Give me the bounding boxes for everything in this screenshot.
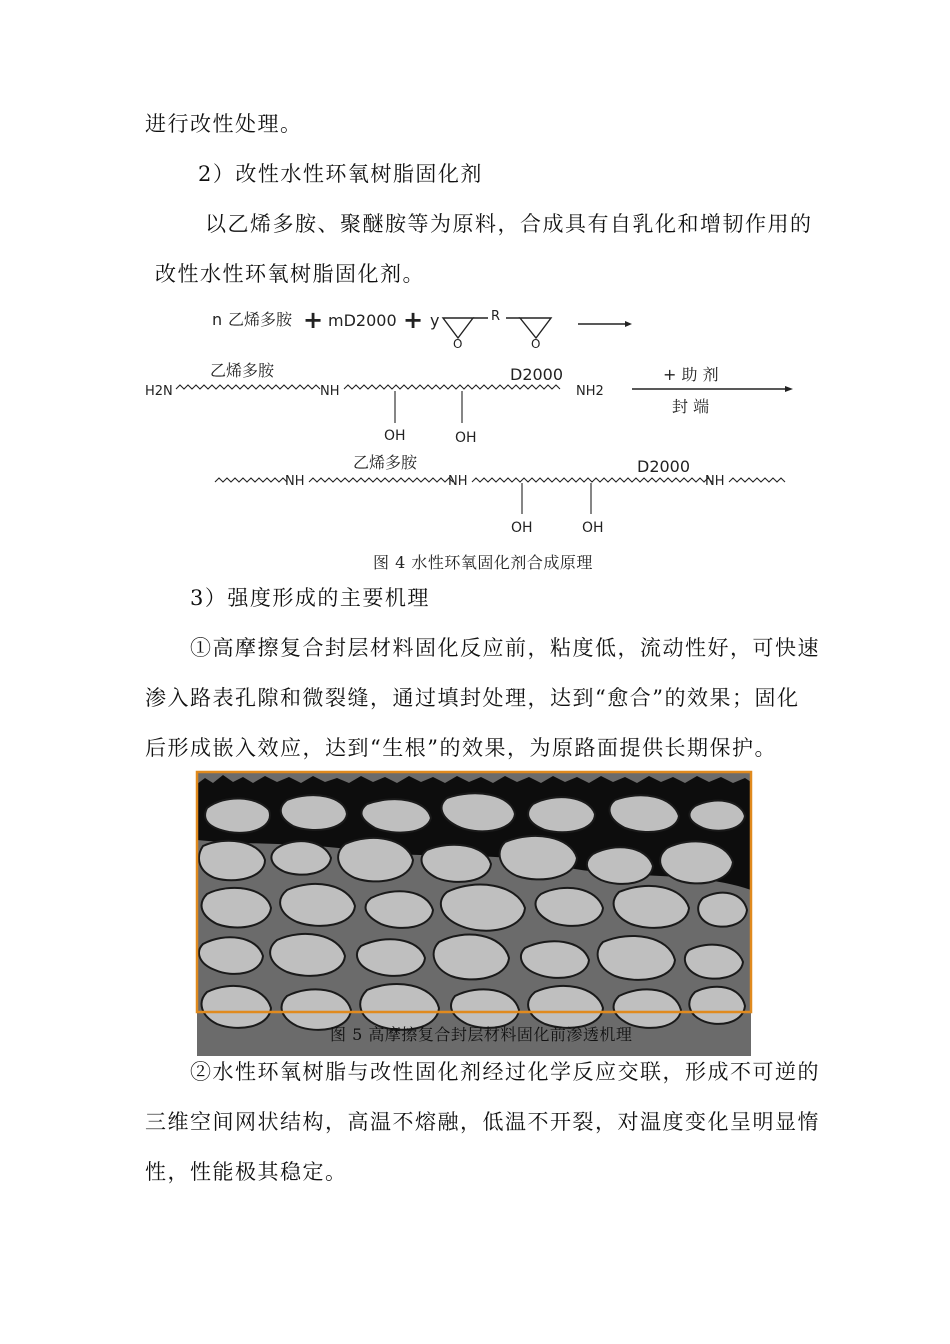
label-oh-3: OH xyxy=(511,520,533,536)
plus-1: + xyxy=(303,306,324,334)
figure-4-diagram xyxy=(140,298,820,546)
chain-row2-d xyxy=(729,478,785,482)
label-oh-2: OH xyxy=(455,430,477,446)
text-line-1: 进行改性处理。 xyxy=(145,112,303,136)
section-heading-3: 3）强度形成的主要机理 xyxy=(190,586,430,610)
reactant-y: y xyxy=(430,311,440,330)
row2-label-amine: 乙烯多胺 xyxy=(353,453,418,472)
label-nh-row2-3: NH xyxy=(705,474,725,489)
paragraph-4-line-1: ②水性环氧树脂与改性固化剂经过化学反应交联，形成不可逆的 xyxy=(190,1060,820,1084)
chain-row2-a xyxy=(215,478,287,482)
label-nh-row2-2: NH xyxy=(448,474,468,489)
label-o-2: O xyxy=(531,337,541,351)
paragraph-2-line-1: 以乙烯多胺、聚醚胺等为原料，合成具有自乳化和增韧作用的 xyxy=(205,212,813,236)
row1-label-amine: 乙烯多胺 xyxy=(210,361,275,380)
arrow-label-top: + 助 剂 xyxy=(663,365,719,384)
paragraph-3-line-2: 渗入路表孔隙和微裂缝，通过填封处理，达到“愈合”的效果；固化 xyxy=(145,686,800,710)
row2-label-d2000: D2000 xyxy=(637,457,691,476)
reactant-d2000: mD2000 xyxy=(328,311,397,330)
figure-5-illustration xyxy=(195,770,755,1058)
chain-row2-b xyxy=(309,478,453,482)
label-oh-4: OH xyxy=(582,520,604,536)
section-heading-2: 2）改性水性环氧树脂固化剂 xyxy=(198,162,483,186)
figure-5-caption: 图 5 高摩擦复合封层材料固化前渗透机理 xyxy=(330,1025,633,1044)
label-nh2: NH2 xyxy=(576,384,604,399)
arrow-label-bottom: 封 端 xyxy=(672,397,710,416)
paragraph-2-line-2: 改性水性环氧树脂固化剂。 xyxy=(155,262,425,286)
paragraph-3-line-1: ①高摩擦复合封层材料固化反应前，粘度低，流动性好，可快速 xyxy=(190,636,820,660)
paragraph-4-line-3: 性，性能极其稳定。 xyxy=(145,1160,348,1184)
chain-row2-c xyxy=(472,478,712,482)
label-h2n: H2N xyxy=(145,384,173,399)
chain-row1-left xyxy=(176,385,320,389)
label-o-1: O xyxy=(453,337,463,351)
label-oh-1: OH xyxy=(384,428,406,444)
label-nh-row1: NH xyxy=(320,384,340,399)
row1-label-d2000: D2000 xyxy=(510,365,564,384)
label-nh-row2-1: NH xyxy=(285,474,305,489)
figure-4-caption: 图 4 水性环氧固化剂合成原理 xyxy=(373,553,593,572)
paragraph-3-line-3: 后形成嵌入效应，达到“生根”的效果，为原路面提供长期保护。 xyxy=(145,736,777,760)
chain-row1-right xyxy=(344,385,560,389)
reactant-n: n xyxy=(212,310,223,329)
reaction-arrow-1-head xyxy=(625,321,632,327)
label-r: R xyxy=(491,309,501,324)
reaction-arrow-2-head xyxy=(785,386,793,392)
plus-2: + xyxy=(403,306,424,334)
paragraph-4-line-2: 三维空间网状结构，高温不熔融，低温不开裂，对温度变化呈明显惰 xyxy=(145,1110,820,1134)
reactant-amine: 乙烯多胺 xyxy=(228,310,293,329)
